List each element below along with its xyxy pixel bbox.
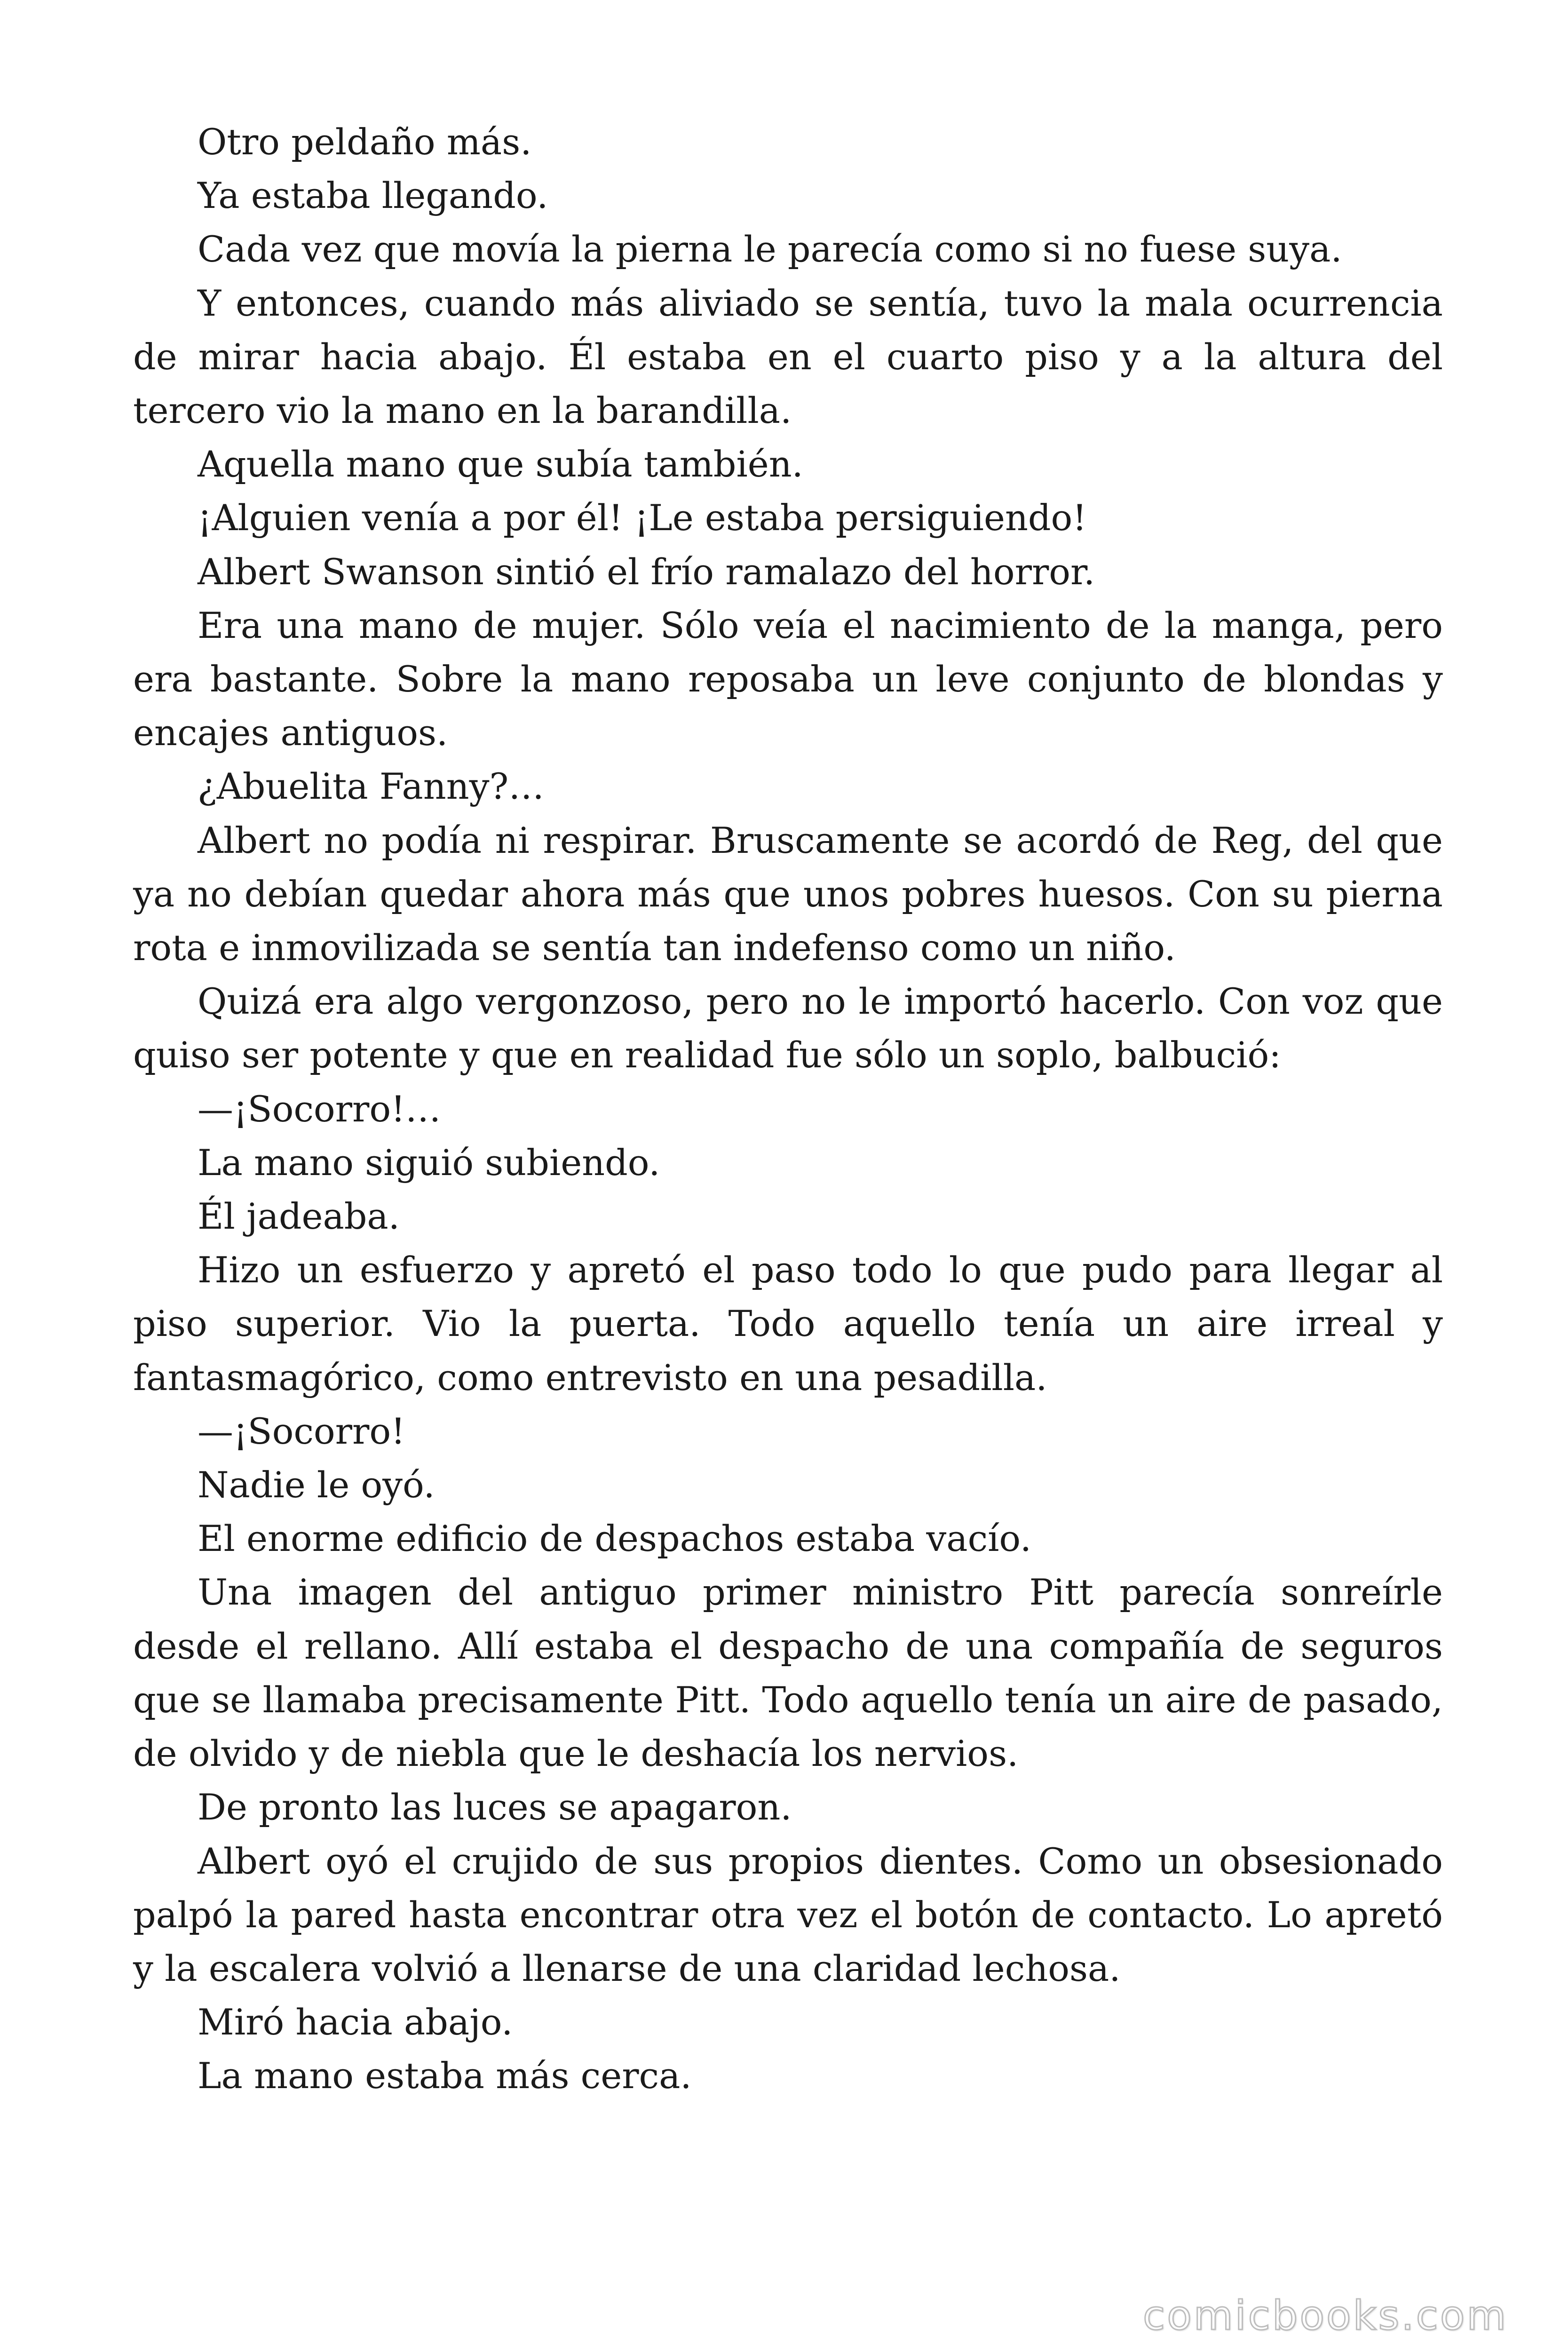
paragraph: La mano estaba más cerca. (198, 2055, 692, 2097)
paragraph: —¡Socorro! (198, 1410, 405, 1452)
paragraph: ¿Abuelita Fanny?… (198, 765, 545, 808)
paragraph: Albert Swanson sintió el frío ramalazo del horror. (198, 550, 1095, 593)
paragraph: Otro peldaño más. (198, 121, 532, 163)
paragraph: De pronto las luces se apagaron. (198, 1786, 792, 1828)
paragraph: El enorme edificio de despachos estaba vacío. (198, 1518, 1032, 1560)
paragraph: Ya estaba llegando. (198, 175, 548, 217)
paragraph: Él jadeaba. (198, 1195, 400, 1238)
paragraph: Miró hacia abajo. (198, 2001, 513, 2043)
paragraph: La mano siguió subiendo. (198, 1141, 660, 1184)
body-text (133, 115, 1443, 2103)
paragraph: —¡Socorro!… (198, 1088, 441, 1130)
paragraph: Y entonces, cuando más aliviado se sentía, tuvo la mala ocurrencia de mirar hacia abajo. Él estaba en el cuarto piso y a la altura del tercero vio la mano en la barandilla. (133, 282, 1443, 432)
paragraph: Hizo un esfuerzo y apretó el paso todo lo que pudo para llegar al piso superior. Vio la puerta. Todo aquello tenía un aire irreal y fantasmagórico, como entrevisto en una pesadilla. (133, 1249, 1443, 1398)
paragraph: Era una mano de mujer. Sólo veía el nacimiento de la manga, pero era bastante. Sobre la mano reposaba un leve conjunto de blondas y encajes antiguos. (133, 604, 1443, 754)
paragraph: Nadie le oyó. (198, 1464, 435, 1506)
paragraph: Cada vez que movía la pierna le parecía como si no fuese suya. (198, 228, 1342, 270)
paragraph: Albert oyó el crujido de sus propios dientes. Como un obsesionado palpó la pared hasta encontrar otra vez el botón de contacto. Lo apretó y la escalera volvió a llenarse de una claridad lechosa. (133, 1840, 1443, 1989)
paragraph: Quizá era algo vergonzoso, pero no le importó hacerlo. Con voz que quiso ser potente y que en realidad fue sólo un soplo, balbució: (133, 980, 1443, 1076)
paragraph: Una imagen del antiguo primer ministro Pitt parecía sonreírle desde el rellano. Allí estaba el despacho de una compañía de seguros que se llamaba precisamente Pitt. Todo aquello tenía un aire de pasado, de olvido y de niebla que le deshacía los nervios. (133, 1571, 1443, 1775)
watermark: comicbooks.com (1143, 2292, 1508, 2339)
paragraph: Albert no podía ni respirar. Bruscamente se acordó de Reg, del que ya no debían quedar ahora más que unos pobres huesos. Con su pierna rota e inmovilizada se sentía tan indefenso como un niño. (133, 819, 1443, 969)
paragraph: Aquella mano que subía también. (198, 443, 803, 485)
paragraph: ¡Alguien venía a por él! ¡Le estaba persiguiendo! (198, 497, 1087, 539)
